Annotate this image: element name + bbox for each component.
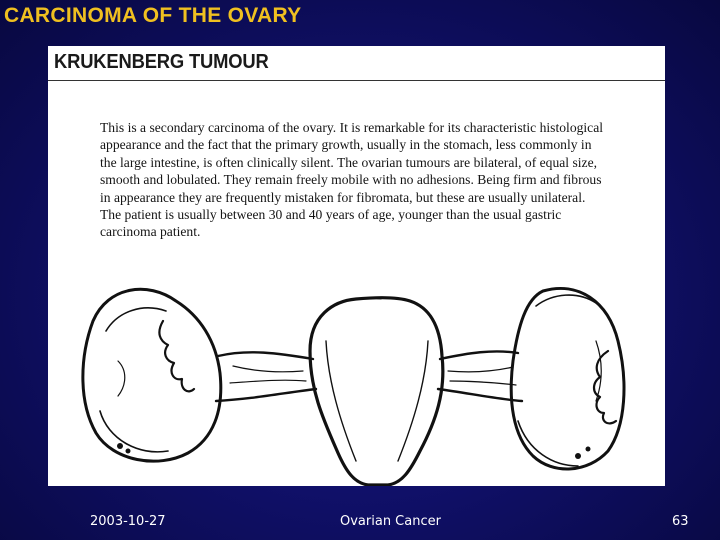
left-ovary-tumour [83, 289, 221, 461]
figure-heading: KRUKENBERG TUMOUR [54, 51, 269, 73]
body-line: This is a secondary carcinoma of the ovary. It is remarkable for its characteristic histological [100, 120, 604, 135]
right-fimbria [594, 351, 616, 423]
figure-body-text [100, 119, 660, 241]
body-line: carcinoma patient. [100, 224, 201, 240]
body-line: in appearance they are frequently mistaken for fibromata, but these are usually unilateral. [100, 189, 586, 205]
body-line: smooth and lobulated. They remain freely mobile with no adhesions. Being firm and fibrous [100, 172, 602, 188]
body-line: appearance and the fact that the primary growth, usually in the stomach, less commonly in [100, 137, 592, 153]
body-line: The patient is usually between 30 and 40 years of age, younger than the usual gastric [100, 207, 562, 223]
uterus [310, 298, 443, 485]
figure-panel [48, 46, 665, 486]
uterus-ovaries-illustration [48, 261, 665, 486]
heading-divider [48, 80, 665, 81]
footer-title: Ovarian Cancer [340, 514, 441, 529]
body-line: the large intestine, is often clinically silent. The ovarian tumours are bilateral, of equal size, [100, 154, 598, 170]
footer-date: 2003-10-27 [90, 514, 166, 529]
left-fimbria [159, 321, 194, 391]
slide-title: CARCINOMA OF THE OVARY [4, 4, 302, 27]
page-number: 63 [672, 514, 689, 529]
